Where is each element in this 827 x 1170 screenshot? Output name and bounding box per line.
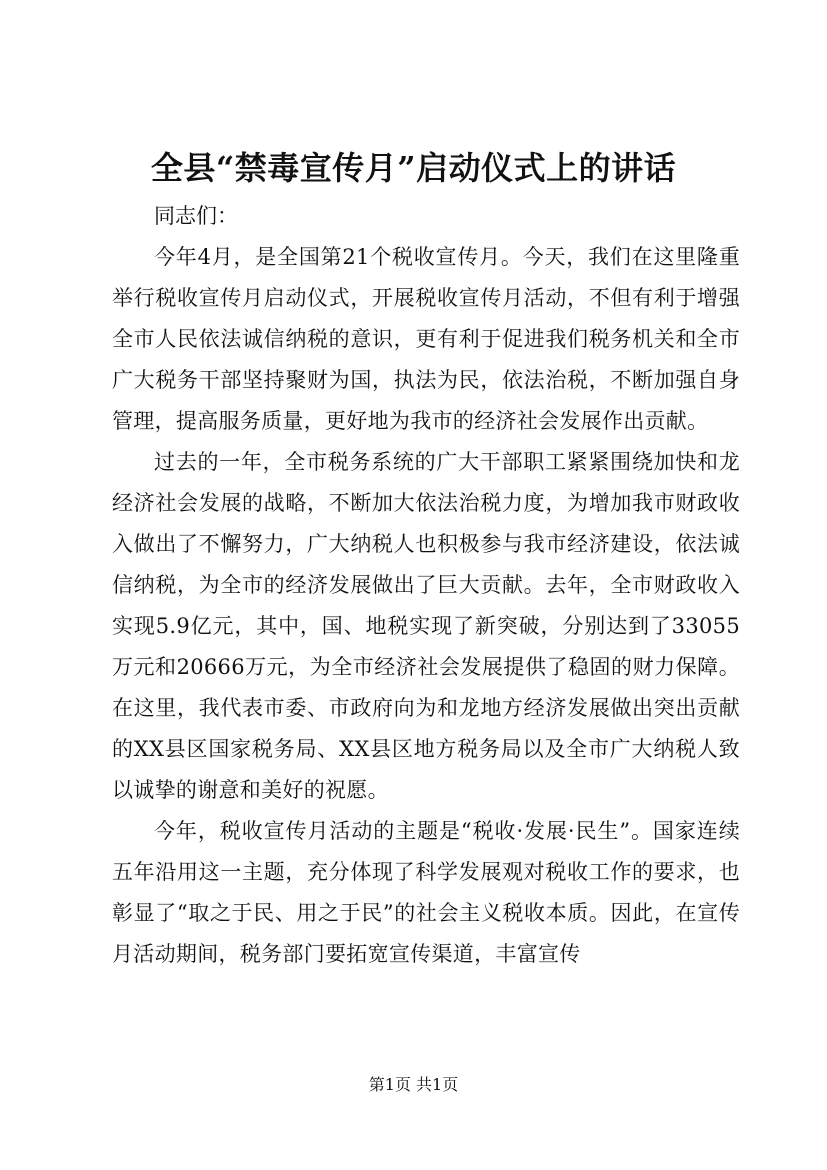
document-title: 全县“禁毒宣传月”启动仪式上的讲话 [150, 149, 677, 187]
document-body [112, 196, 740, 975]
salutation: 同志们： [154, 204, 238, 228]
page-footer: 第1页 共1页 [368, 1075, 459, 1094]
paragraph-2: 过去的一年，全市税务系统的广大干部职工紧紧围绕加快和龙经济社会发展的战略，不断加大依法治税力度，为增加我市财政收入做出了不懈努力，广大纳税人也积极参与我市经济建设，依法诚信纳税，为全市的经济发展做出了巨大贡献。去年，全市财政收入实现5.9亿元，其中，国、地税实现了新突破，分别达到了33055万元和20666万元，为全市经济社会发展提供了稳固的财力保障。在这里，我代表市委、市政府向为和龙地方经济发展做出突出贡献的XX县区国家税务局、XX县区地方税务局以及全市广大纳税人致以诚挚的谢意和美好的祝愿。 [112, 450, 740, 802]
paragraph-3: 今年，税收宣传月活动的主题是“税收·发展·民生”。国家连续五年沿用这一主题，充分体现了科学发展观对税收工作的要求，也彰显了“取之于民、用之于民”的社会主义税收本质。因此，在宣传月活动期间，税务部门要拓宽宣传渠道，丰富宣传 [112, 819, 740, 966]
paragraph-1: 今年4月，是全国第21个税收宣传月。今天，我们在这里隆重举行税收宣传月启动仪式，开展税收宣传月活动，不但有利于增强全市人民依法诚信纳税的意识，更有利于促进我们税务机关和全市广大税务干部坚持聚财为国，执法为民，依法治税，不断加强自身管理，提高服务质量，更好地为我市的经济社会发展作出贡献。 [112, 245, 740, 433]
